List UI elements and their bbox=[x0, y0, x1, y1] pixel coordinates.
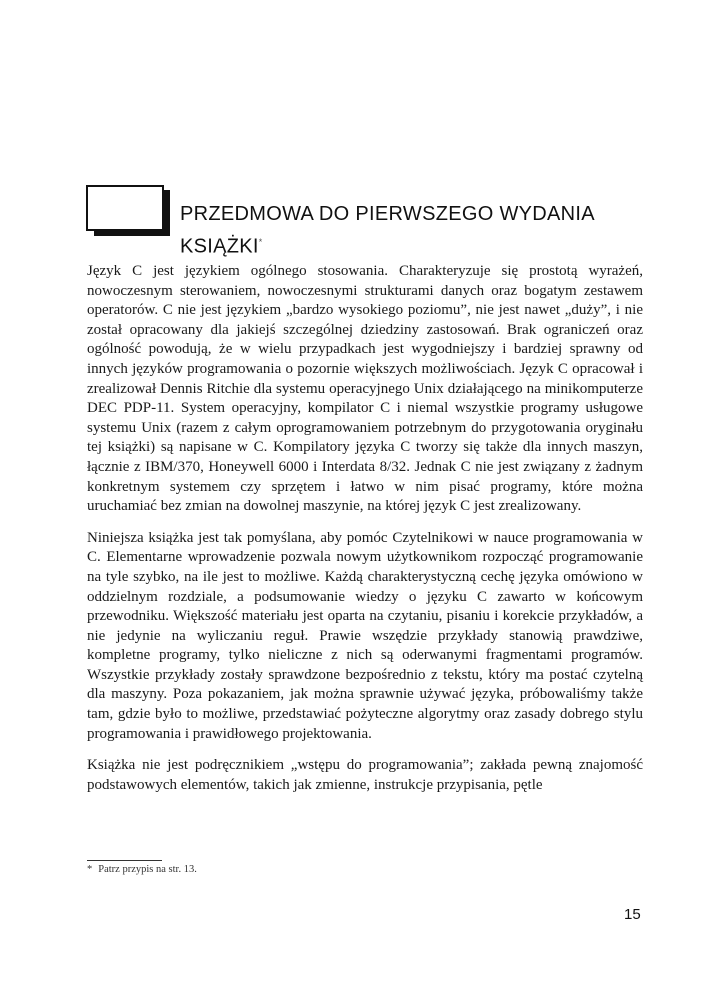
paragraph-3: Książka nie jest podręcznikiem „wstępu do programowania”; zakłada pewną znajomość podstawowych elementów, takich jak zmienne, instrukcje przypisania, pętle bbox=[87, 757, 643, 793]
paragraph-1: Język C jest językiem ogólnego stosowania. Charakteryzuje się prostotą wyrażeń, nowoczesnym sterowaniem, nowoczesnymi strukturami danych oraz bogatym zestawem operatorów. C nie jest językiem „bardzo wysokiego poziomu”, nie jest nawet „duży”, i nie został opracowany dla jakiejś szczególnej dziedziny zastosowań. Brak ograniczeń oraz ogólność powodują, że w wielu przypadkach jest wygodniejszy i bardziej sprawny od innych języków programowania o pozornie większych możliwościach. Język C opracował i zrealizował Dennis Ritchie dla systemu operacyjnego Unix działającego na minikomputerze DEC PDP-11. System operacyjny, kompilator C i niemal wszystkie programy usługowe systemu Unix (razem z całym oprogramowaniem potrzebnym do przygotowania oryginału tej książki) są napisane w C. Kompilatory języka C tworzy się także dla innych maszyn, łącznie z IBM/370, Honeywell 6000 i Interdata 8/32. Jednak C nie jest związany z żadnym konkretnym systemem czy sprzętem i łatwo w nim pisać programy, które można uruchamiać bez zmian na dowolnej maszynie, na której język C jest zrealizowany. bbox=[87, 263, 643, 515]
footnote-marker: * bbox=[87, 864, 93, 875]
body-text bbox=[87, 262, 643, 807]
chapter-title-footnote-marker: * bbox=[258, 237, 263, 247]
chapter-marker-box bbox=[86, 185, 164, 231]
chapter-title-text: PRZEDMOWA DO PIERWSZEGO WYDANIA KSIĄŻKI bbox=[180, 203, 594, 258]
footnote-divider bbox=[87, 860, 162, 861]
footnote bbox=[87, 864, 197, 875]
chapter-title bbox=[180, 200, 650, 261]
footnote-text: Patrz przypis na str. 13. bbox=[98, 864, 197, 875]
paragraph-2: Niniejsza książka jest tak pomyślana, aby pomóc Czytelnikowi w nauce programowania w C. Elementarne wprowadzenie pozwala nowym użytkownikom rozpocząć programowanie na tyle szybko, na ile jest to możliwe. Każdą charakterystyczną cechę języka omówiono w oddzielnym rozdziale, a podsumowanie wiedzy o języku C zawarto w końcowym przewodniku. Większość materiału jest oparta na czytaniu, pisaniu i korekcie przykładów, a nie jedynie na wyliczaniu reguł. Prawie wszędzie przykłady stanowią prawdziwe, kompletne programy, tylko nieliczne z nich są oderwanymi fragmentami programów. Wszystkie przykłady zostały sprawdzone bezpośrednio z tekstu, który ma postać czytelną dla maszyny. Poza pokazaniem, jak można sprawnie używać języka, próbowaliśmy także tam, gdzie było to możliwe, przedstawiać pożyteczne algorytmy oraz zasady dobrego stylu programowania i prawidłowego projektowania. bbox=[87, 529, 643, 742]
page-number: 15 bbox=[624, 906, 641, 923]
